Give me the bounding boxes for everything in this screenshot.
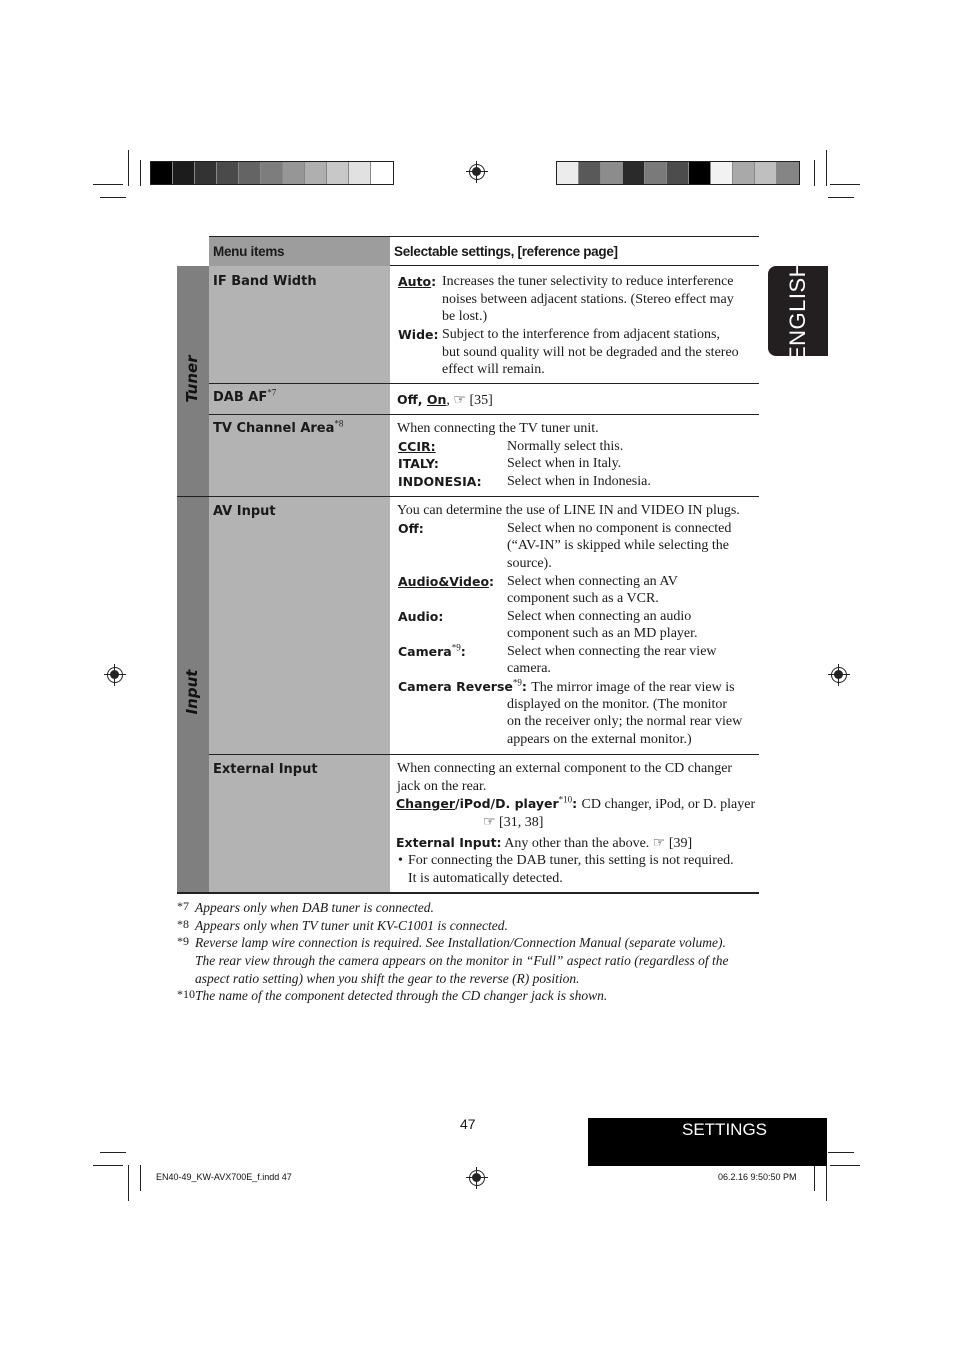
color-swatch bbox=[755, 162, 777, 184]
option-desc: Any other than the above. ☞ [39] bbox=[504, 836, 693, 851]
group-input-label: Input bbox=[183, 669, 201, 715]
item-label: DAB AF bbox=[213, 390, 268, 405]
group-tuner bbox=[177, 266, 209, 496]
settings-cell: Off, On, ☞ [35] bbox=[397, 392, 493, 408]
color-swatch bbox=[349, 162, 371, 184]
header-selectable-settings bbox=[390, 236, 759, 266]
color-swatch bbox=[173, 162, 195, 184]
option-desc: noises between adjacent stations. (Stereo effect may bbox=[442, 291, 734, 307]
footnote-mark: *7 bbox=[177, 899, 189, 913]
option-audio-video: Audio&Video bbox=[398, 573, 490, 589]
option-indonesia: INDONESIA: bbox=[398, 473, 482, 489]
option-desc: Select when in Italy. bbox=[507, 456, 622, 471]
registration-mark-left bbox=[107, 667, 123, 683]
row-av-input bbox=[209, 497, 759, 754]
color-swatch bbox=[645, 162, 667, 184]
option-desc: Increases the tuner selectivity to reduce interference bbox=[442, 274, 734, 289]
color-swatch bbox=[623, 162, 645, 184]
option-desc: source). bbox=[507, 555, 552, 571]
option-desc: on the receiver only; the normal rear view bbox=[507, 714, 743, 729]
item-label: TV Channel Area bbox=[213, 421, 335, 436]
color-swatch bbox=[261, 162, 283, 184]
color-swatch bbox=[579, 162, 601, 184]
section-tab bbox=[588, 1118, 827, 1166]
color-bar-left bbox=[150, 161, 394, 185]
item-label: AV Input bbox=[213, 504, 276, 519]
settings-cell: Auto: Increases the tuner selectivity to reduce interference noises between adjacent stations. (Stereo effect may be lost.) Wide: Subject to the interference from adjacent stations, but sound quality will not be degraded and the stereo effect will remain. bbox=[398, 274, 739, 377]
option-desc: The mirror image of the rear view is bbox=[531, 680, 735, 695]
settings-cell: When connecting an external component to the CD changer jack on the rear. Changer/iPod/D. player$^{*10}$: CD changer, iPod, or D. player ☞ [31, 38] External Input: Any other than the above. ☞ [39] • For connecting the DAB tuner, this setting is not required. It is automatically detected. bbox=[396, 761, 756, 886]
item-cell bbox=[209, 755, 390, 892]
option-desc: appears on the external monitor.) bbox=[507, 731, 692, 747]
option-external-input: External Input: bbox=[396, 835, 502, 850]
note-text: It is automatically detected. bbox=[408, 870, 563, 886]
color-swatch bbox=[151, 162, 173, 184]
color-swatch bbox=[667, 162, 689, 184]
section-tab-label: SETTINGS bbox=[682, 1120, 768, 1139]
footnote-mark: *10 bbox=[177, 987, 195, 1001]
option-desc: but sound quality will not be degraded and the stereo bbox=[442, 344, 739, 360]
color-swatch bbox=[217, 162, 239, 184]
option-camera: Camera bbox=[398, 643, 452, 659]
item-cell bbox=[209, 266, 390, 383]
footnote-ref: *10 bbox=[558, 794, 573, 805]
slug-date: 06.2.16 9:50:50 PM bbox=[718, 1172, 797, 1182]
header-settings-label: Selectable settings, [reference page] bbox=[394, 244, 618, 259]
language-tab-label: ENGLISH bbox=[785, 260, 810, 362]
color-swatch bbox=[711, 162, 733, 184]
footnote-ref: *9 bbox=[451, 641, 461, 652]
setting-intro: When connecting an external component to the CD changer bbox=[397, 761, 733, 776]
row-dab-af bbox=[209, 384, 759, 414]
setting-intro: When connecting the TV tuner unit. bbox=[397, 421, 599, 436]
page-reference: ☞ [31, 38] bbox=[483, 815, 544, 830]
row-tv-channel-area bbox=[209, 415, 759, 496]
language-tab bbox=[768, 260, 828, 362]
color-swatch bbox=[557, 162, 579, 184]
option-desc: Select when connecting an AV bbox=[507, 573, 678, 589]
footnote-9: Reverse lamp wire connection is required. See Installation/Connection Manual (separate volume). bbox=[195, 935, 726, 950]
footnote-9: aspect ratio setting) when you shift the gear to the reverse (R) position. bbox=[195, 971, 580, 986]
option-changer: Changer bbox=[396, 796, 455, 811]
item-label: External Input bbox=[213, 762, 318, 777]
option-desc: CD changer, iPod, or D. player bbox=[581, 797, 756, 812]
option-desc: effect will remain. bbox=[442, 362, 545, 377]
item-label: IF Band Width bbox=[213, 274, 317, 289]
option-desc: Select when connecting an audio bbox=[507, 608, 692, 624]
row-external-input bbox=[209, 755, 759, 892]
color-swatch bbox=[689, 162, 711, 184]
footnote-ref: *7 bbox=[267, 387, 277, 398]
option-auto: Auto bbox=[398, 274, 432, 289]
footnote-ref: *9 bbox=[512, 677, 522, 688]
note-text: For connecting the DAB tuner, this setting is not required. bbox=[408, 853, 734, 868]
footnote-10: The name of the component detected through the CD changer jack is shown. bbox=[195, 988, 608, 1003]
color-swatch bbox=[305, 162, 327, 184]
footnote-mark: *9 bbox=[177, 934, 189, 948]
color-swatch bbox=[195, 162, 217, 184]
setting-intro: You can determine the use of LINE IN and VIDEO IN plugs. bbox=[397, 503, 740, 518]
option-off: Off bbox=[397, 392, 418, 407]
slug-file: EN40-49_KW-AVX700E_f.indd 47 bbox=[156, 1172, 292, 1182]
color-swatch bbox=[371, 162, 393, 184]
page-number: 47 bbox=[460, 1116, 476, 1132]
color-swatch bbox=[283, 162, 305, 184]
color-swatch bbox=[239, 162, 261, 184]
option-desc: Subject to the interference from adjacent stations, bbox=[442, 327, 720, 342]
option-wide: Wide: bbox=[398, 327, 439, 342]
item-cell bbox=[209, 415, 390, 496]
color-swatch bbox=[777, 162, 799, 184]
option-desc: Select when connecting the rear view bbox=[507, 643, 717, 659]
option-desc: (“AV-IN” is skipped while selecting the bbox=[507, 538, 730, 553]
settings-cell: You can determine the use of LINE IN and VIDEO IN plugs. Off: Select when no component is connected (“AV-IN” is skipped while selecting the source). Audio&Video: Select when connecting an AV component such as a VCR. Audio: Select when connecting an audio component such as an MD player. Camera$^{*9}$: Select when connecting the rear view camera. Camera Reverse$^{*9}$: The mirror image of the rear view is displayed on the monitor. (The monitor on the receiver only; the normal rear view appears on the external monitor.) bbox=[397, 503, 743, 747]
header-menu-items-label: Menu items bbox=[213, 244, 285, 259]
option-desc: be lost.) bbox=[442, 309, 488, 324]
option-desc: Normally select this. bbox=[507, 438, 624, 454]
group-tuner-label: Tuner bbox=[183, 355, 201, 403]
option-desc: Select when in Indonesia. bbox=[507, 473, 651, 489]
option-desc: camera. bbox=[507, 661, 551, 676]
page-reference: ☞ [35] bbox=[453, 393, 493, 408]
item-cell bbox=[209, 384, 390, 414]
footnote-8: Appears only when TV tuner unit KV-C1001 is connected. bbox=[195, 918, 508, 933]
color-swatch bbox=[327, 162, 349, 184]
option-ccir: CCIR: bbox=[398, 438, 436, 454]
color-bar-right bbox=[556, 161, 800, 185]
option-on: On bbox=[426, 392, 447, 407]
settings-cell bbox=[390, 415, 759, 496]
registration-mark-bottom bbox=[469, 1170, 485, 1186]
row-if-band-width bbox=[209, 266, 759, 383]
footnote-7: Appears only when DAB tuner is connected. bbox=[195, 900, 434, 915]
color-swatch bbox=[733, 162, 755, 184]
option-desc: displayed on the monitor. (The monitor bbox=[507, 696, 728, 712]
option-desc: component such as an MD player. bbox=[507, 626, 698, 641]
registration-mark-top bbox=[469, 164, 485, 180]
group-input bbox=[177, 496, 209, 892]
footnote-ref: *8 bbox=[334, 418, 344, 429]
option-changer-rest: /iPod/D. player bbox=[455, 796, 559, 811]
color-swatch bbox=[601, 162, 623, 184]
option-desc: component such as a VCR. bbox=[507, 591, 659, 606]
registration-mark-right bbox=[831, 667, 847, 683]
header-menu-items bbox=[209, 236, 390, 266]
setting-intro: jack on the rear. bbox=[397, 778, 487, 794]
footnote-9: The rear view through the camera appears on the monitor in “Full” aspect ratio (regardless of the bbox=[195, 953, 729, 968]
item-cell bbox=[209, 497, 390, 754]
option-camera-reverse: Camera Reverse bbox=[398, 679, 513, 694]
footnote-mark: *8 bbox=[177, 917, 189, 931]
option-desc: Select when no component is connected bbox=[507, 520, 732, 536]
option-italy: ITALY: bbox=[398, 456, 439, 471]
option-off: Off: bbox=[398, 520, 424, 536]
option-audio: Audio: bbox=[398, 608, 444, 624]
